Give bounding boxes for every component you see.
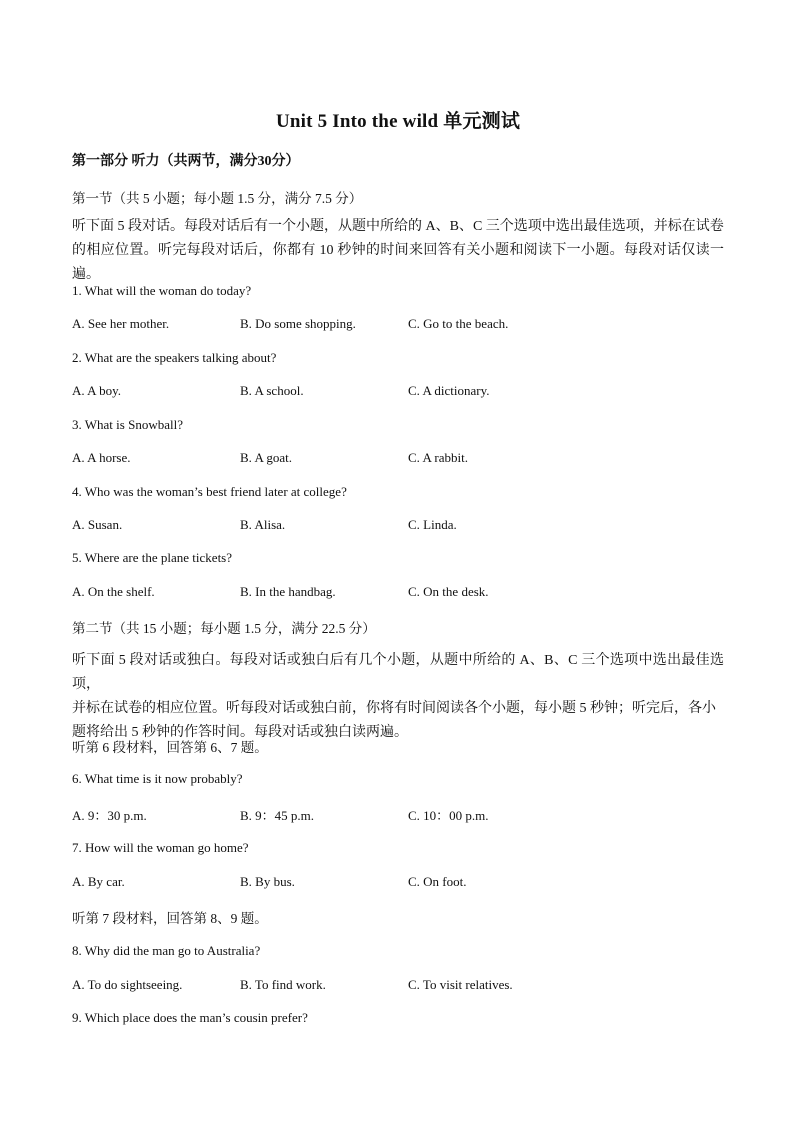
option-b: B. By bus. (240, 874, 295, 889)
section1-instructions-line1: 听下面 5 段对话。每段对话后有一个小题，从题中所给的 A、B、C 三个选项中选出最佳选项，并标在试卷 (72, 219, 724, 234)
question-3-options (72, 450, 724, 468)
option-c: C. On foot. (408, 874, 467, 889)
question-4-options (72, 517, 724, 535)
option-c: C. A dictionary. (408, 383, 490, 398)
question-5-options (72, 584, 724, 602)
option-a: A. By car. (72, 874, 125, 889)
option-b: B. To find work. (240, 977, 326, 992)
question-8: 8. Why did the man go to Australia? (72, 943, 261, 958)
option-c: C. A rabbit. (408, 450, 468, 465)
section2-heading: 第二节（共 15 小题；每小题 1.5 分，满分 22.5 分） (72, 621, 376, 636)
option-c: C. To visit relatives. (408, 977, 513, 992)
option-c: C. On the desk. (408, 584, 489, 599)
option-b: B. Do some shopping. (240, 316, 356, 331)
option-b: B. 9：45 p.m. (240, 808, 315, 823)
option-b: B. A goat. (240, 450, 293, 465)
option-b: B. A school. (240, 383, 304, 398)
section2-instructions (72, 649, 724, 745)
question-9: 9. Which place does the man’s cousin prefer? (72, 1010, 308, 1025)
section2-instructions-line2: 并标在试卷的相应位置。听每段对话或独白前，你将有时间阅读各个小题，每小题 5 秒钟；听完后，各小 (72, 701, 716, 716)
question-7: 7. How will the woman go home? (72, 840, 249, 855)
material-6-note: 听第 6 段材料，回答第 6、7 题。 (72, 740, 268, 755)
material-7-note: 听第 7 段材料，回答第 8、9 题。 (72, 911, 268, 926)
option-c: C. 10：00 p.m. (408, 808, 489, 823)
option-c: C. Go to the beach. (408, 316, 509, 331)
option-a: A. A boy. (72, 383, 121, 398)
section1-instructions (72, 215, 724, 287)
section2-instructions-line3: 题将给出 5 秒钟的作答时间。每段对话或独白读两遍。 (72, 725, 408, 740)
option-a: A. See her mother. (72, 316, 170, 331)
question-4: 4. Who was the woman’s best friend later at college? (72, 484, 347, 499)
option-b: B. In the handbag. (240, 584, 336, 599)
option-a: A. To do sightseeing. (72, 977, 183, 992)
question-8-options (72, 977, 724, 995)
question-6-options (72, 805, 724, 823)
option-a: A. A horse. (72, 450, 131, 465)
section1-instructions-line2: 的相应位置。听完每段对话后，你都有 10 秒钟的时间来回答有关小题和阅读下一小题。每段对话仅读一遍。 (72, 243, 724, 282)
document-title: Unit 5 Into the wild 单元测试 (275, 111, 521, 132)
option-c: C. Linda. (408, 517, 457, 532)
question-2-options (72, 383, 724, 401)
question-1: 1. What will the woman do today? (72, 283, 252, 298)
option-b: B. Alisa. (240, 517, 286, 532)
question-2: 2. What are the speakers talking about? (72, 350, 277, 365)
question-1-options (72, 316, 724, 334)
option-a: A. 9：30 p.m. (72, 808, 147, 823)
question-5: 5. Where are the plane tickets? (72, 550, 233, 565)
question-7-options (72, 874, 724, 892)
question-6: 6. What time is it now probably? (72, 771, 243, 786)
section1-heading: 第一节（共 5 小题；每小题 1.5 分，满分 7.5 分） (72, 191, 363, 206)
option-a: A. On the shelf. (72, 584, 155, 599)
option-a: A. Susan. (72, 517, 123, 532)
question-3: 3. What is Snowball? (72, 417, 183, 432)
section2-instructions-line1: 听下面 5 段对话或独白。每段对话或独白后有几个小题，从题中所给的 A、B、C 三个选项中选出最佳选项， (72, 653, 724, 692)
part1-heading: 第一部分 听力（共两节，满分30分） (72, 154, 300, 169)
